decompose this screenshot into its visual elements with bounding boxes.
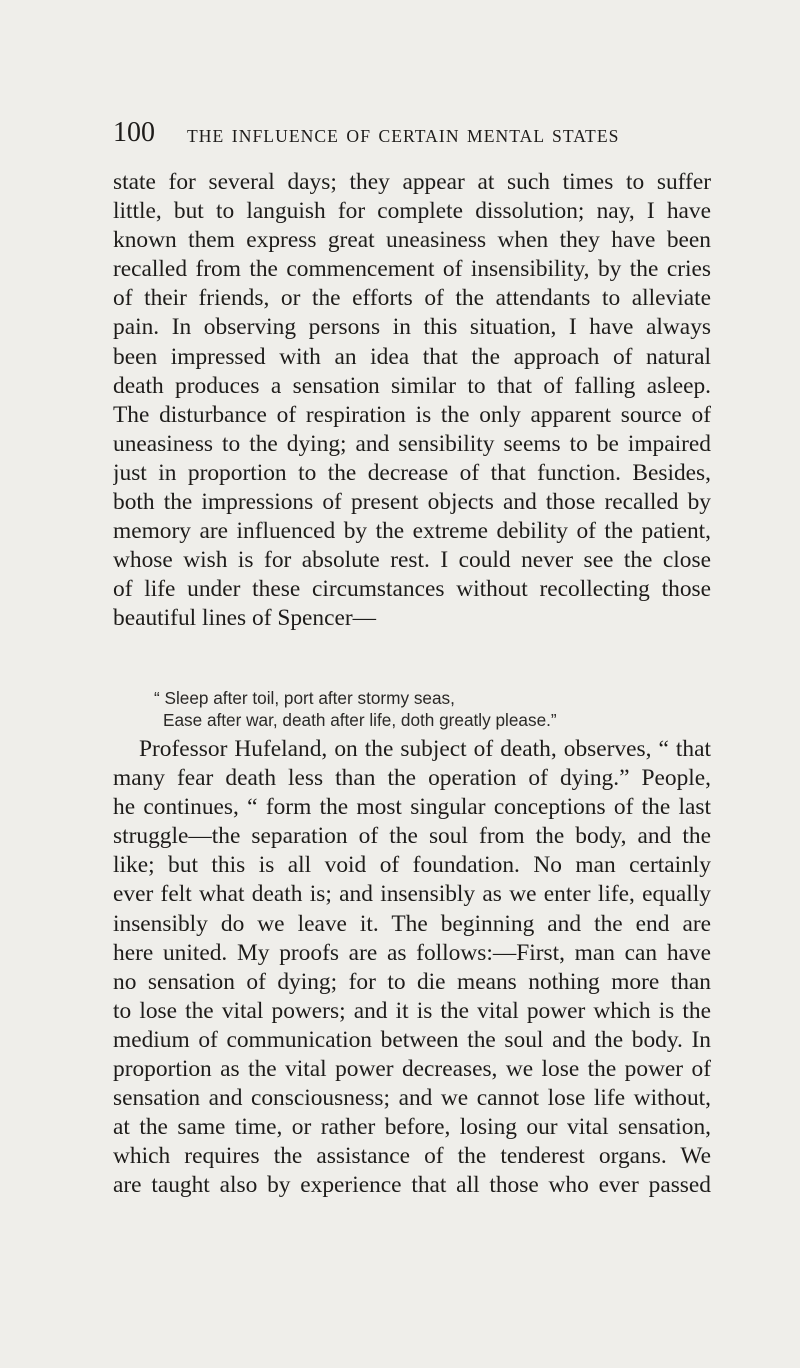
text-line: uneasiness to the dying; and sensibility seems to be impaired <box>113 430 711 457</box>
text-line: he continues, “ form the most singular conceptions of the last <box>113 794 711 821</box>
text-line: of their friends, or the efforts of the attendants to alleviate <box>113 285 711 312</box>
text-line: no sensation of dying; for to die means nothing more than <box>113 968 711 995</box>
text-line: struggle—the separation of the soul from the body, and the <box>113 823 711 850</box>
running-head <box>113 118 713 152</box>
text-line: little, but to languish for complete dissolution; nay, I have <box>113 198 711 225</box>
text-line: beautiful lines of Spencer— <box>113 605 377 632</box>
text-line: memory are influenced by the extreme debility of the patient, <box>113 518 711 545</box>
text-line: recalled from the commencement of insensibility, by the cries <box>113 256 711 283</box>
text-line: Professor Hufeland, on the subject of death, observes, “ that <box>139 736 711 762</box>
text-line: The disturbance of respiration is the only apparent source of <box>113 401 711 428</box>
text-line: are taught also by experience that all those who ever passed <box>113 1172 711 1199</box>
text-line: both the impressions of present objects and those recalled by <box>113 489 711 516</box>
paragraph-1 <box>113 168 711 634</box>
text-line: pain. In observing persons in this situation, I have always <box>113 314 711 341</box>
verse-quotation <box>154 687 714 731</box>
text-line: medium of communication between the soul and the body. In <box>113 1026 711 1053</box>
text-line: to lose the vital powers; and it is the vital power which is the <box>113 997 711 1024</box>
verse-line: Ease after war, death after life, doth greatly please.” <box>163 710 557 730</box>
text-line: proportion as the vital power decreases, we lose the power of <box>113 1056 711 1083</box>
text-line: ever felt what death is; and insensibly as we enter life, equally <box>113 881 711 908</box>
paragraph-2 <box>113 735 711 1201</box>
text-line: just in proportion to the decrease of that function. Besides, <box>113 459 711 486</box>
text-line: like; but this is all void of foundation. No man certainly <box>113 852 711 879</box>
text-line: insensibly do we leave it. The beginning and the end are <box>113 910 711 937</box>
page-number: 100 <box>113 117 155 148</box>
text-line: been impressed with an idea that the approach of natural <box>113 343 711 370</box>
text-line: here united. My proofs are as follows:—First, man can have <box>113 939 711 966</box>
text-line: whose wish is for absolute rest. I could never see the close <box>113 547 711 574</box>
running-title: THE INFLUENCE OF CERTAIN MENTAL STATES <box>187 126 620 146</box>
text-line: at the same time, or rather before, losing our vital sensation, <box>113 1114 711 1141</box>
text-line: which requires the assistance of the tenderest organs. We <box>113 1143 711 1170</box>
text-line: many fear death less than the operation of dying.” People, <box>113 765 711 792</box>
text-line: state for several days; they appear at such times to suffer <box>113 169 711 195</box>
text-line: of life under these circumstances without recollecting those <box>113 576 711 603</box>
text-line: known them express great uneasiness when they have been <box>113 227 711 254</box>
text-line: sensation and consciousness; and we cannot lose life without, <box>113 1085 711 1112</box>
text-line: death produces a sensation similar to that of falling asleep. <box>113 372 711 399</box>
verse-line: “ Sleep after toil, port after stormy seas, <box>154 688 455 708</box>
